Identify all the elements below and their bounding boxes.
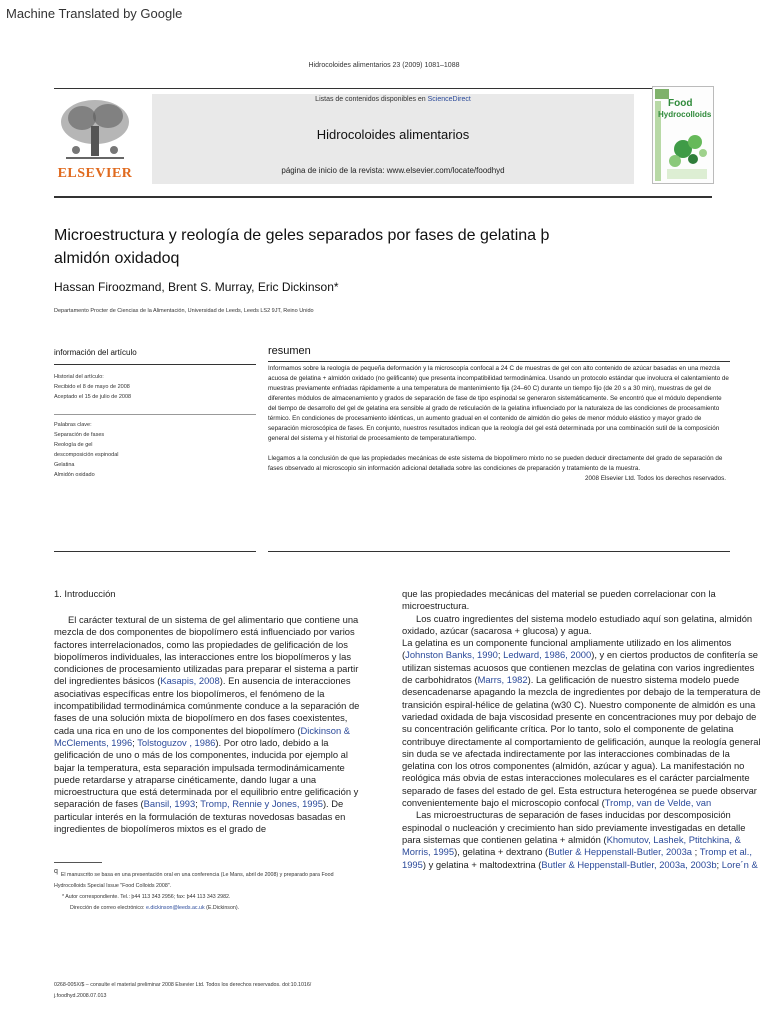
- issn-doi: 0268-005X/$ – consulte el material preliminar 2008 Elsevier Ltd. Todos los derechos reservados. doi:10.1016/ j.foodhyd.2008.07.013: [54, 982, 312, 999]
- ref-ledward[interactable]: Ledward, 1986, 2000: [503, 649, 592, 661]
- author-affiliation: Departamento Procter de Ciencias de la Alimentación, Universidad de Leeds, Leeds LS2 9JT, Reino Unido: [54, 308, 314, 314]
- keyword: Gelatina: [54, 462, 75, 468]
- intro-heading: 1. Introducción: [54, 588, 116, 599]
- abstract-rule: [268, 361, 730, 362]
- footnotes: [54, 866, 354, 914]
- keyword: descomposición espinodal: [54, 452, 119, 458]
- article-history: [54, 372, 254, 402]
- intro-p3-text: ), y en ciertos productos de confitería se utilizan sistemas acuosos que contienen mezclas de gelatina con varios ingredientes de carbohidratos (: [402, 649, 758, 686]
- keywords-block: [54, 420, 254, 480]
- abstract-bottom-rule: [268, 551, 730, 552]
- keywords-label: Palabras clave:: [54, 422, 92, 428]
- header-top-rule: [54, 88, 712, 89]
- intro-paragraph-4: [402, 809, 764, 870]
- intro-p4-text: ) y gelatina + maltodextrina (: [422, 858, 542, 870]
- ref-johnston[interactable]: Johnston Banks, 1990: [405, 649, 498, 661]
- ref-separator: ;: [716, 858, 722, 870]
- footnote-q-mark: q: [54, 868, 58, 875]
- keyword: Almidón oxidado: [54, 472, 95, 478]
- keyword: Separación de fases: [54, 432, 105, 438]
- footnote-q-text: El manuscrito se basa en una presentación oral en una conferencia (Le Mans, abril de 2008) y preparado para Food Hydrocolloids Special Issue "Food Colloids 2008".: [54, 871, 334, 889]
- intro-left-column: [54, 614, 366, 835]
- intro-p4-text: ), gelatina + dextrano (: [454, 846, 549, 858]
- ref-butler-2003ab[interactable]: Butler & Heppenstall-Butler, 2003a, 2003b: [541, 858, 717, 870]
- ref-butler-2003a[interactable]: Butler & Heppenstall-Butler, 2003a: [548, 846, 693, 858]
- intro-p1-text: ). Por otro lado, debido a la gelificación de uno o más de los componentes, inducida por ejemplo al bajar la temperatura, esta separación impulsada termodinámicamente puede retardarse y atraparse cinéticamente, dando lugar a una microestructura que está determinada por el equilibrio entre gelificación y separación de fases (: [54, 736, 359, 810]
- ref-bansil[interactable]: Bansil, 1993: [143, 798, 196, 810]
- ref-tromp-1995[interactable]: Tromp et al., 1995: [402, 846, 752, 870]
- ref-tromp-rennie[interactable]: Tromp, Rennie y Jones, 1995: [200, 798, 323, 810]
- footnote-rule: [54, 862, 102, 863]
- email-suffix: (E.Dickinson).: [204, 904, 240, 911]
- intro-paragraph-1: [54, 614, 366, 835]
- cover-title-food: Food: [668, 98, 693, 109]
- ref-tolstoguzov[interactable]: Tolstoguzov , 1986: [137, 736, 216, 748]
- ref-dickinson[interactable]: Dickinson & McClements, 1996: [54, 724, 351, 748]
- ref-kasapis[interactable]: Kasapis, 2008: [160, 675, 220, 687]
- abstract-copyright: 2008 Elsevier Ltd. Todos los derechos reservados.: [585, 475, 726, 482]
- article-info-rule: [54, 364, 256, 365]
- footnote-q: [54, 866, 354, 892]
- journal-homepage[interactable]: página de inicio de la revista: www.elsevier.com/locate/foodhyd: [281, 166, 505, 175]
- email-link[interactable]: e.dickinson@leeds.ac.uk: [145, 904, 205, 911]
- abstract-body: [268, 364, 730, 484]
- elsevier-logo-text: ELSEVIER: [57, 166, 133, 181]
- article-authors: Hassan Firoozmand, Brent S. Murray, Eric Dickinson*: [54, 280, 339, 294]
- intro-paragraph-2: Los cuatro ingredientes del sistema modelo estudiado aquí son gelatina, almidón oxidado, azúcar (sacarosa + glucosa) y agua.: [402, 612, 753, 636]
- contents-availability: [152, 96, 634, 103]
- intro-p1-text: ). En ausencia de interacciones asociativas específicas entre los biopolímeros, el fenómeno de la incompatibilidad termodinámica comúnmente conduce a la separación de fases de una solución mixta de biopolímero en dos fases coexistentes, cada una rica en uno de los componentes del biopolímero (: [54, 675, 360, 736]
- history-label: Historial del artículo:: [54, 374, 104, 380]
- machine-translation-label: Machine Translated by Google: [6, 6, 183, 21]
- journal-reference: Hidrocoloides alimentarios 23 (2009) 1081–1088: [308, 62, 460, 69]
- intro-p1-text: ). De particular interés en la formulación de texturas novedosas basadas en ingredientes de biopolímeros mixtos es el grado de: [54, 798, 346, 835]
- article-info-heading: información del artículo: [54, 348, 137, 357]
- ref-loren[interactable]: Lore´n &: [721, 858, 758, 870]
- abstract-heading: resumen: [268, 345, 311, 357]
- cover-title-hydrocolloids: Hydrocolloids: [658, 110, 712, 119]
- ref-separator: ;: [692, 846, 700, 858]
- intro-p3-text: La gelatina es un componente funcional ampliamente utilizado en los alimentos (: [402, 637, 732, 661]
- article-title: Microestructura y reología de geles separados por fases de gelatina þ almidón oxidadoq: [54, 227, 550, 267]
- intro-p4-text: Las microestructuras de separación de fases inducidas por descomposición espinodal o nucleación y crecimiento han sido previamente investigadas en detalle para sistemas que contienen gelatina + almidón (: [402, 809, 746, 845]
- ref-separator: ;: [195, 798, 201, 810]
- intro-paragraph-3: [402, 637, 764, 809]
- email-line: [54, 903, 354, 914]
- ref-marrs[interactable]: Marrs, 1982: [477, 674, 528, 686]
- intro-right-column: [402, 588, 764, 871]
- ref-separator: ;: [132, 736, 138, 748]
- journal-title: Hidrocoloides alimentarios: [316, 127, 470, 142]
- email-prefix: Dirección de correo electrónico:: [70, 904, 146, 911]
- history-rule: [54, 414, 256, 415]
- header-bottom-rule: [54, 196, 712, 198]
- intro-paragraph-continued: que las propiedades mecánicas del material se pueden correlacionar con la microestructura.: [402, 588, 716, 612]
- accepted-date: Aceptado el 15 de julio de 2008: [54, 394, 132, 400]
- ref-khomutov[interactable]: Khomutov, Lashek, Ptitchkina, & Morris, 1995: [402, 833, 741, 858]
- contents-prefix: Listas de contenidos disponibles en: [315, 96, 428, 103]
- received-date: Recibido el 8 de mayo de 2008: [54, 384, 130, 390]
- keyword: Reología de gel: [54, 442, 93, 448]
- sciencedirect-link[interactable]: ScienceDirect: [427, 96, 471, 103]
- intro-p3-text: ). La gelificación de nuestro sistema modelo puede desencadenarse apagando la mezcla de ingredientes por debajo de la temperatura de transición espiral-hélice de gelatina (w30 C). Nuestro componente de almidón es una variedad oxidada de baja viscosidad presente en concentraciones muy por debajo de su concentración gelificante crítica. Por lo tanto, solo el componente de gelatina contribuye directamente al comportamiento de gelificación, aunque la reología general sin duda se ve afectada indirectamente por las interacciones combinadas de la gelatina con los otros componentes (almidón, azúcar y agua). La manifestación no reológica más obvia de estas interacciones moleculares es el carácter parcialmente separado de fases del estado de gel. Esta estructura heterogénea se puede observar convenientemente bajo el microscopio confocal (: [402, 674, 761, 809]
- ref-tromp-van-de-velde[interactable]: Tromp, van de Velde, van: [604, 797, 712, 809]
- corresponding-author: * Autor correspondiente. Tel.: þ44 113 343 2956; fax: þ44 113 343 2982.: [62, 893, 231, 900]
- abstract-paragraph-2: Llegamos a la conclusión de que las propiedades mecánicas de este sistema de biopolímero mixto no se pueden deducir directamente del grado de separación de fases observado al microscopio sin información adicional detallada sobre las condiciones de preparación y tratamiento de la muestra.: [268, 455, 723, 472]
- info-bottom-rule: [54, 551, 256, 552]
- abstract-paragraph-1: Informamos sobre la reología de pequeña deformación y la microscopía confocal a 24 C de muestras de gel con alto contenido de azúcar basadas en una mezcla acuosa de gelatina + almidón oxidado (no gelificante) que presenta incompatibilidad termodinámica. Usando un protocolo estándar que involucra el calentamiento de muestras previamente enfriadas rápidamente a una temperatura de mantenimiento fija (24–60 C) durante un tiempo fijo (de 20 s a 30 min), muestras de gel de diferentes módulos de almacenamiento y grados de separación de fase de tipo espinodal se generaron sistemáticamente. Se encontró que el módulo dependiente del tiempo de desarrollo del gel de gelatina era sensible al grado de reticulación de la gelatina influenciado por la naturaleza de las condiciones de procesamiento térmico. En condiciones de procesamiento idénticas, un aumento gradual en el contenido de almidón dio geles de menor módulo elástico y mayor grado de separación microscópica de fases. En conjunto, nuestros resultados indican que la reología del gel está determinada por una combinación sutil de la composición general del sistema y el historial de procesamiento de temperatura/tiempo.: [268, 365, 729, 442]
- ref-separator: ;: [497, 649, 504, 661]
- intro-p1-text: El carácter textural de un sistema de gel alimentario que contiene una mezcla de dos componentes de biopolímero está influenciado por varios factores interrelacionados, como las propiedades de gelificación de los biopolímeros individuales, las interacciones entre los biopolímeros y las condiciones de procesamiento utilizadas para preparar el sistema a partir del ingredientes básicos (: [54, 614, 359, 687]
